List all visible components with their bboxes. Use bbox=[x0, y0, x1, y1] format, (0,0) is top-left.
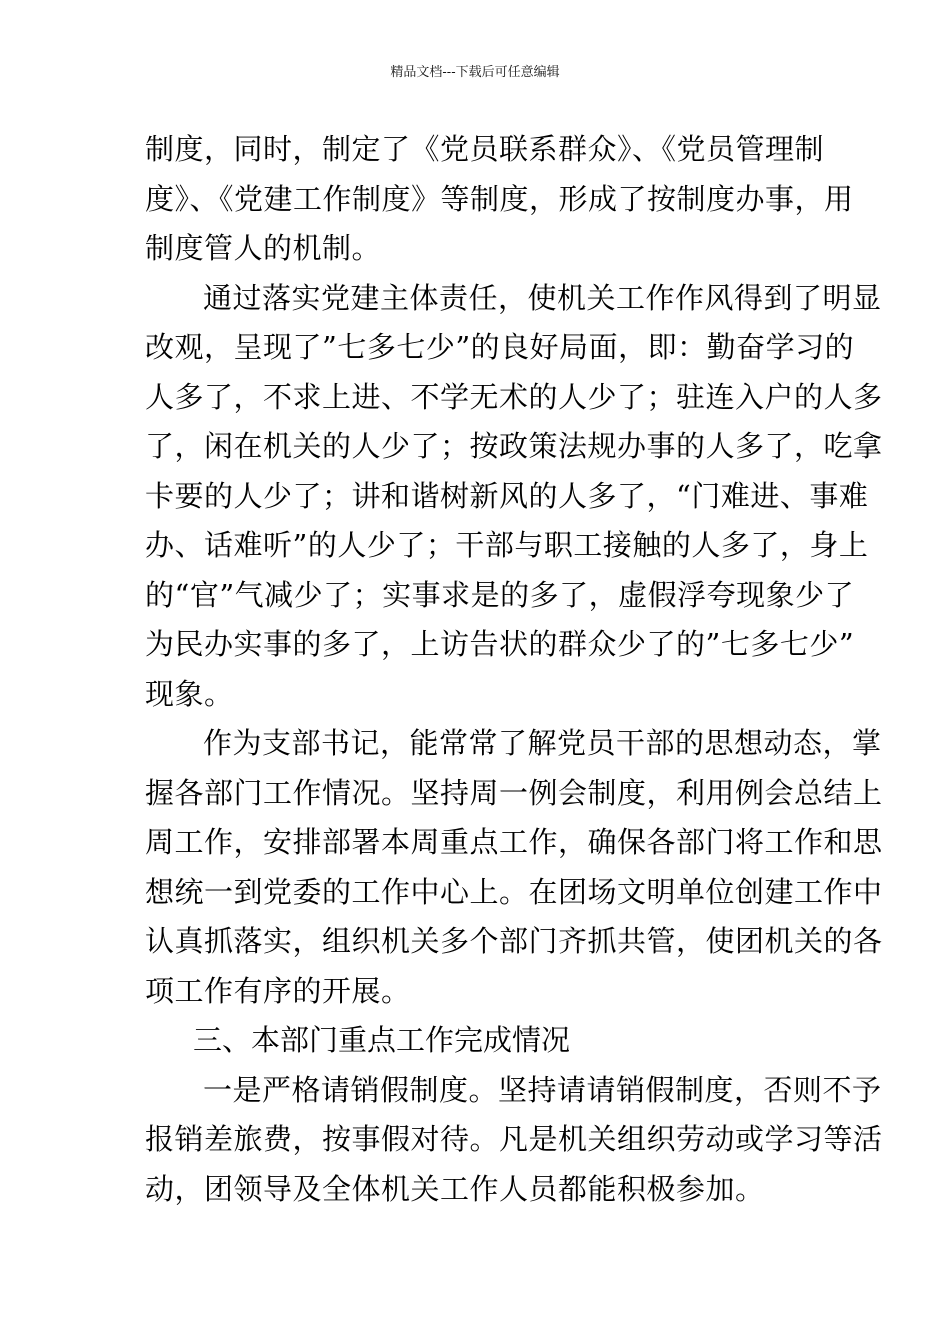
text-line: 为民办实事的多了，上访告状的群众少了的”七多七少” bbox=[145, 627, 855, 661]
text-line: 制度管人的机制。 bbox=[145, 231, 382, 265]
paragraph-3 bbox=[145, 719, 883, 1016]
text-line: 动，团领导及全体机关工作人员都能积极参加。 bbox=[145, 1171, 765, 1206]
page-header: 精品文档---下载后可任意编辑 bbox=[390, 65, 560, 80]
text-line: 报销差旅费，按事假对待。凡是机关组织劳动或学习等活 bbox=[145, 1122, 883, 1156]
text-line: 制度，同时，制定了《党员联系群众》、《党员管理制 bbox=[145, 132, 825, 166]
text-line: 项工作有序的开展。 bbox=[145, 973, 411, 1008]
text-line: 办、话难听”的人少了；干部与职工接触的人多了，身上 bbox=[145, 528, 869, 562]
text-line: 作为支部书记，能常常了解党员干部的思想动态，掌 bbox=[203, 726, 882, 760]
text-line: 认真抓落实，组织机关多个部门齐抓共管，使团机关的各 bbox=[145, 924, 883, 958]
text-line: 通过落实党建主体责任，使机关工作作风得到了明显 bbox=[203, 280, 882, 315]
text-line: 一是严格请销假制度。坚持请请销假制度，否则不予 bbox=[203, 1072, 882, 1107]
text-line: 想统一到党委的工作中心上。在团场文明单位创建工作中 bbox=[145, 874, 883, 909]
text-line: 现象。 bbox=[145, 676, 234, 711]
text-line: 周工作，安排部署本周重点工作，确保各部门将工作和思 bbox=[145, 825, 883, 859]
text-line: 人多了，不求上进、不学无术的人少了；驻连入户的人多 bbox=[145, 379, 883, 414]
document-body bbox=[145, 125, 883, 1214]
text-line: 度》、《党建工作制度》等制度，形成了按制度办事，用 bbox=[145, 181, 854, 216]
paragraph-2 bbox=[145, 274, 883, 720]
paragraph-1 bbox=[145, 125, 854, 274]
text-line: 握各部门工作情况。坚持周一例会制度，利用例会总结上 bbox=[145, 775, 883, 810]
paragraph-4 bbox=[145, 1066, 883, 1215]
text-line: 卡要的人少了；讲和谐树新风的人多了，“门难进、事难 bbox=[145, 478, 869, 513]
text-line: 改观，呈现了”七多七少”的良好局面，即：勤奋学习的 bbox=[145, 330, 855, 364]
text-line: 的“官”气减少了；实事求是的多了，虚假浮夸现象少了 bbox=[145, 577, 855, 612]
text-line: 了，闲在机关的人少了；按政策法规办事的人多了，吃拿 bbox=[145, 429, 883, 463]
section-heading-text: 三、本部门重点工作完成情况 bbox=[193, 1023, 571, 1057]
section-heading bbox=[145, 1016, 807, 1066]
